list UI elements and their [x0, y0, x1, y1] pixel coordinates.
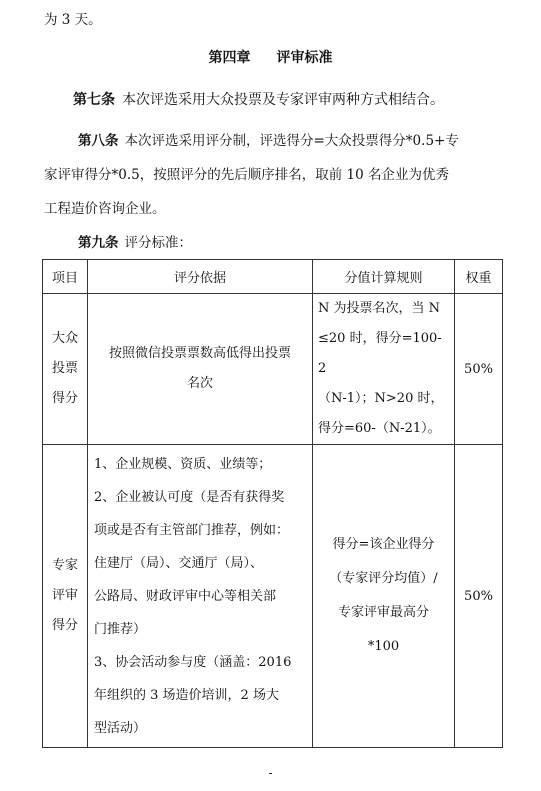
row2-basis-line: 门推荐） [94, 621, 147, 637]
scoring-table [42, 259, 503, 748]
text-line-top: 为 3 天。 [44, 12, 102, 28]
chapter-heading [0, 47, 541, 67]
row2-calc [313, 445, 455, 748]
row2-basis-line: 住建厅（局）、交通厅（局）、 [94, 555, 264, 571]
header-weight: 权重 [455, 260, 503, 294]
row1-item-line: 投票 [51, 361, 78, 376]
row2-basis-line: 公路局、财政评审中心等相关部 [94, 588, 277, 604]
row1-calc [313, 294, 455, 445]
row1-basis [88, 294, 313, 445]
row1-calc-line: （N-1）；N>20 时， [318, 391, 444, 406]
row2-basis-line: 1、企业规模、资质、业绩等； [94, 456, 272, 472]
header-basis: 评分依据 [88, 260, 313, 294]
table-header-row [43, 260, 503, 294]
row2-item-line: 得分 [51, 618, 78, 633]
chapter-number: 第四章 [208, 50, 251, 66]
row2-basis [88, 445, 313, 748]
row1-weight: 50% [455, 294, 503, 445]
row2-calc-line: *100 [367, 639, 400, 654]
row2-calc-line: （专家评分均值）/ [329, 571, 438, 586]
table-row [43, 294, 503, 445]
row2-basis-line: 型活动） [94, 720, 147, 736]
row1-calc-line: ≤20 时，得分=100-2 [318, 331, 442, 376]
row1-item-line: 大众 [51, 331, 78, 346]
article-9 [78, 237, 192, 251]
row2-calc-line: 专家评审最高分 [337, 605, 429, 620]
row2-item-line: 评审 [51, 588, 78, 603]
article-8-text-1: 本次评选采用评分制，评选得分=大众投票得分*0.5+专 [124, 133, 459, 149]
row1-calc-line: 得分=60-（N-21）。 [318, 421, 441, 436]
row1-basis-line: 名次 [186, 376, 213, 391]
chapter-title: 评审标准 [276, 50, 333, 66]
article-7 [73, 93, 444, 107]
header-calc: 分值计算规则 [313, 260, 455, 294]
row2-item [43, 445, 88, 748]
page-marker: - [268, 766, 273, 780]
article-7-text: 本次评选采用大众投票及专家评审两种方式相结合。 [122, 92, 444, 108]
article-8-line1 [78, 135, 459, 149]
article-8-line3: 工程造价咨询企业。 [44, 201, 166, 217]
row2-basis-line: 年组织的 3 场造价培训，2 场大 [94, 687, 279, 703]
article-7-label: 第七条 [73, 92, 115, 108]
article-9-label: 第九条 [78, 235, 119, 251]
row2-basis-line: 项或是否有主管部门推荐，例如： [94, 522, 290, 538]
header-item: 项目 [43, 260, 88, 294]
row2-basis-line: 2、企业被认可度（是否有获得奖 [94, 489, 285, 505]
row2-basis-line: 3、协会活动参与度（涵盖：2016 [94, 654, 292, 670]
row1-item [43, 294, 88, 445]
article-8-line2: 家评审得分*0.5，按照评分的先后顺序排名，取前 10 名企业为优秀 [44, 167, 449, 183]
row2-item-line: 专家 [51, 558, 78, 573]
row1-calc-line: N 为投票名次，当 N [318, 301, 441, 316]
article-8-label: 第八条 [78, 133, 119, 149]
row1-item-line: 得分 [51, 391, 78, 406]
article-9-text: 评分标准： [124, 235, 192, 251]
row2-weight: 50% [455, 445, 503, 748]
table-row [43, 445, 503, 748]
row1-basis-line: 按照微信投票票数高低得出投票 [108, 346, 291, 361]
row2-calc-line: 得分=该企业得分 [332, 537, 435, 552]
